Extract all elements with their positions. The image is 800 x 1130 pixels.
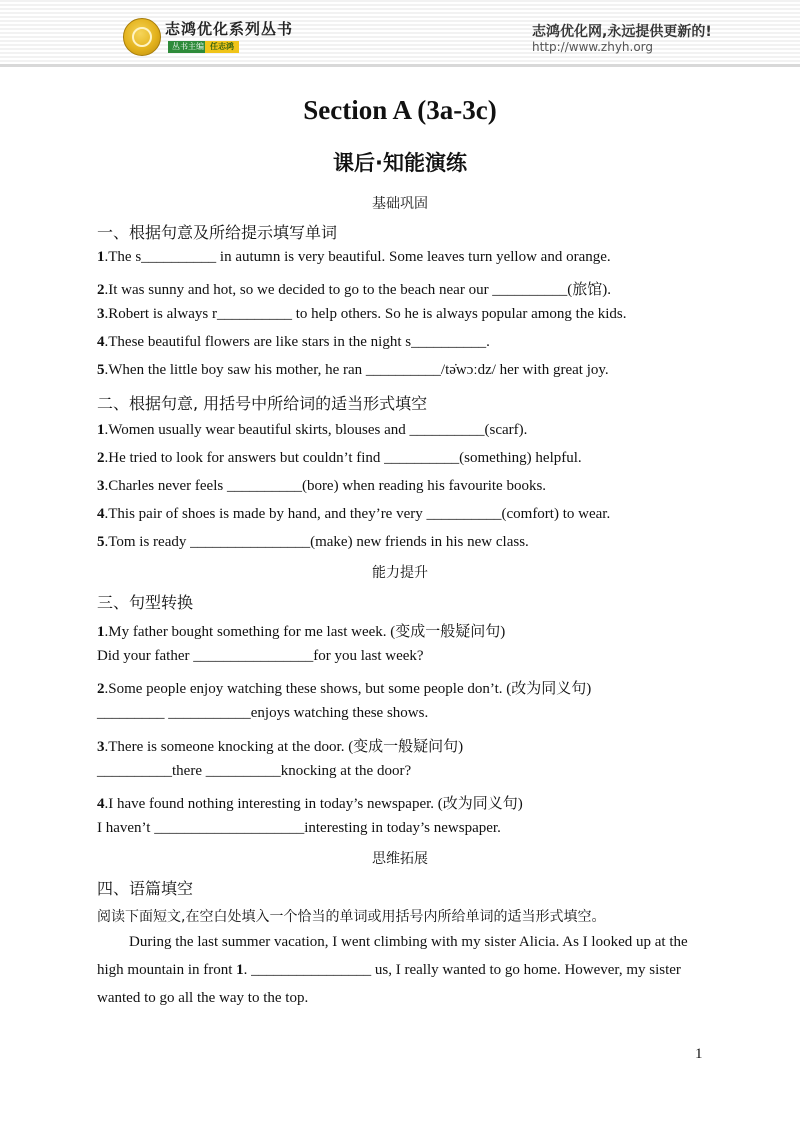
blank-number: 1 <box>236 962 244 978</box>
page-title: Section A (3a-3c) <box>303 95 497 125</box>
page-subtitle: 课后·知能演练 <box>333 151 467 175</box>
page-header <box>0 0 800 70</box>
level-ability: 能力提升 <box>372 565 428 581</box>
publisher-logo-icon <box>123 18 161 56</box>
part3-item-4-question: 4.I have found nothing interesting in today’s newspaper. (改为同义句) <box>97 796 523 812</box>
editor-name-badge: 任志鸿 <box>205 41 239 53</box>
part4-instruction: 阅读下面短文,在空白处填入一个恰当的单词或用括号内所给单词的适当形式填空。 <box>97 909 606 925</box>
header-slogan: 志鸿优化网,永远提供更新的! <box>532 24 712 40</box>
part2-item-3: 3.Charles never feels __________(bore) when reading his favourite books. <box>97 478 547 494</box>
part2-item-1: 1.Women usually wear beautiful skirts, blouses and __________(scarf). <box>97 422 528 438</box>
part1-item-5: 5.When the little boy saw his mother, he ran __________/tə̇wɔːdz/ her with great joy. <box>97 362 609 378</box>
part2-heading: 二、根据句意, 用括号中所给词的适当形式填空 <box>97 394 428 413</box>
series-title: 志鸿优化系列丛书 <box>165 20 294 38</box>
part3-item-2-answer: _________ ___________enjoys watching these shows. <box>97 705 429 721</box>
part3-item-2-question: 2.Some people enjoy watching these shows, but some people don’t. (改为同义句) <box>97 681 592 697</box>
part3-item-3-question: 3.There is someone knocking at the door. (变成一般疑问句) <box>97 739 464 755</box>
part1-item-3: 3.Robert is always r__________ to help others. So he is always popular among the kids. <box>97 306 627 322</box>
level-thinking: 思维拓展 <box>372 851 428 867</box>
part2-item-2: 2.He tried to look for answers but couldn’t find __________(something) helpful. <box>97 450 582 466</box>
part2-item-4: 4.This pair of shoes is made by hand, and they’re very __________(comfort) to wear. <box>97 506 611 522</box>
editor-badge: 丛书主编 <box>168 41 208 53</box>
header-url: http://www.zhyh.org <box>532 40 654 54</box>
part3-heading: 三、句型转换 <box>97 593 194 612</box>
header-divider <box>0 64 800 67</box>
part1-item-2: 2.It was sunny and hot, so we decided to go to the beach near our __________(旅馆). <box>97 282 612 298</box>
part3-item-4-answer: I haven’t ____________________interesting in today’s newspaper. <box>97 820 501 836</box>
part1-heading: 一、根据句意及所给提示填写单词 <box>97 223 338 242</box>
part3-item-1-question: 1.My father bought something for me last week. (变成一般疑问句) <box>97 624 506 640</box>
part4-passage: During the last summer vacation, I went climbing with my sister Alicia. As I looked up at the high mountain in front 1. ________________ us, I really wanted to go home. However, my sister wanted to go all the way to the top. <box>97 934 688 1006</box>
page-number: 1 <box>695 1046 703 1062</box>
part2-item-5: 5.Tom is ready ________________(make) new friends in his new class. <box>97 534 529 550</box>
part4-heading: 四、语篇填空 <box>97 879 194 898</box>
part3-item-1-answer: Did your father ________________for you last week? <box>97 648 424 664</box>
part1-item-1: 1.The s__________ in autumn is very beautiful. Some leaves turn yellow and orange. <box>97 249 611 265</box>
part1-item-4: 4.These beautiful flowers are like stars in the night s__________. <box>97 334 490 350</box>
level-basic: 基础巩固 <box>372 196 428 212</box>
part3-item-3-answer: __________there __________knocking at the door? <box>97 763 412 779</box>
